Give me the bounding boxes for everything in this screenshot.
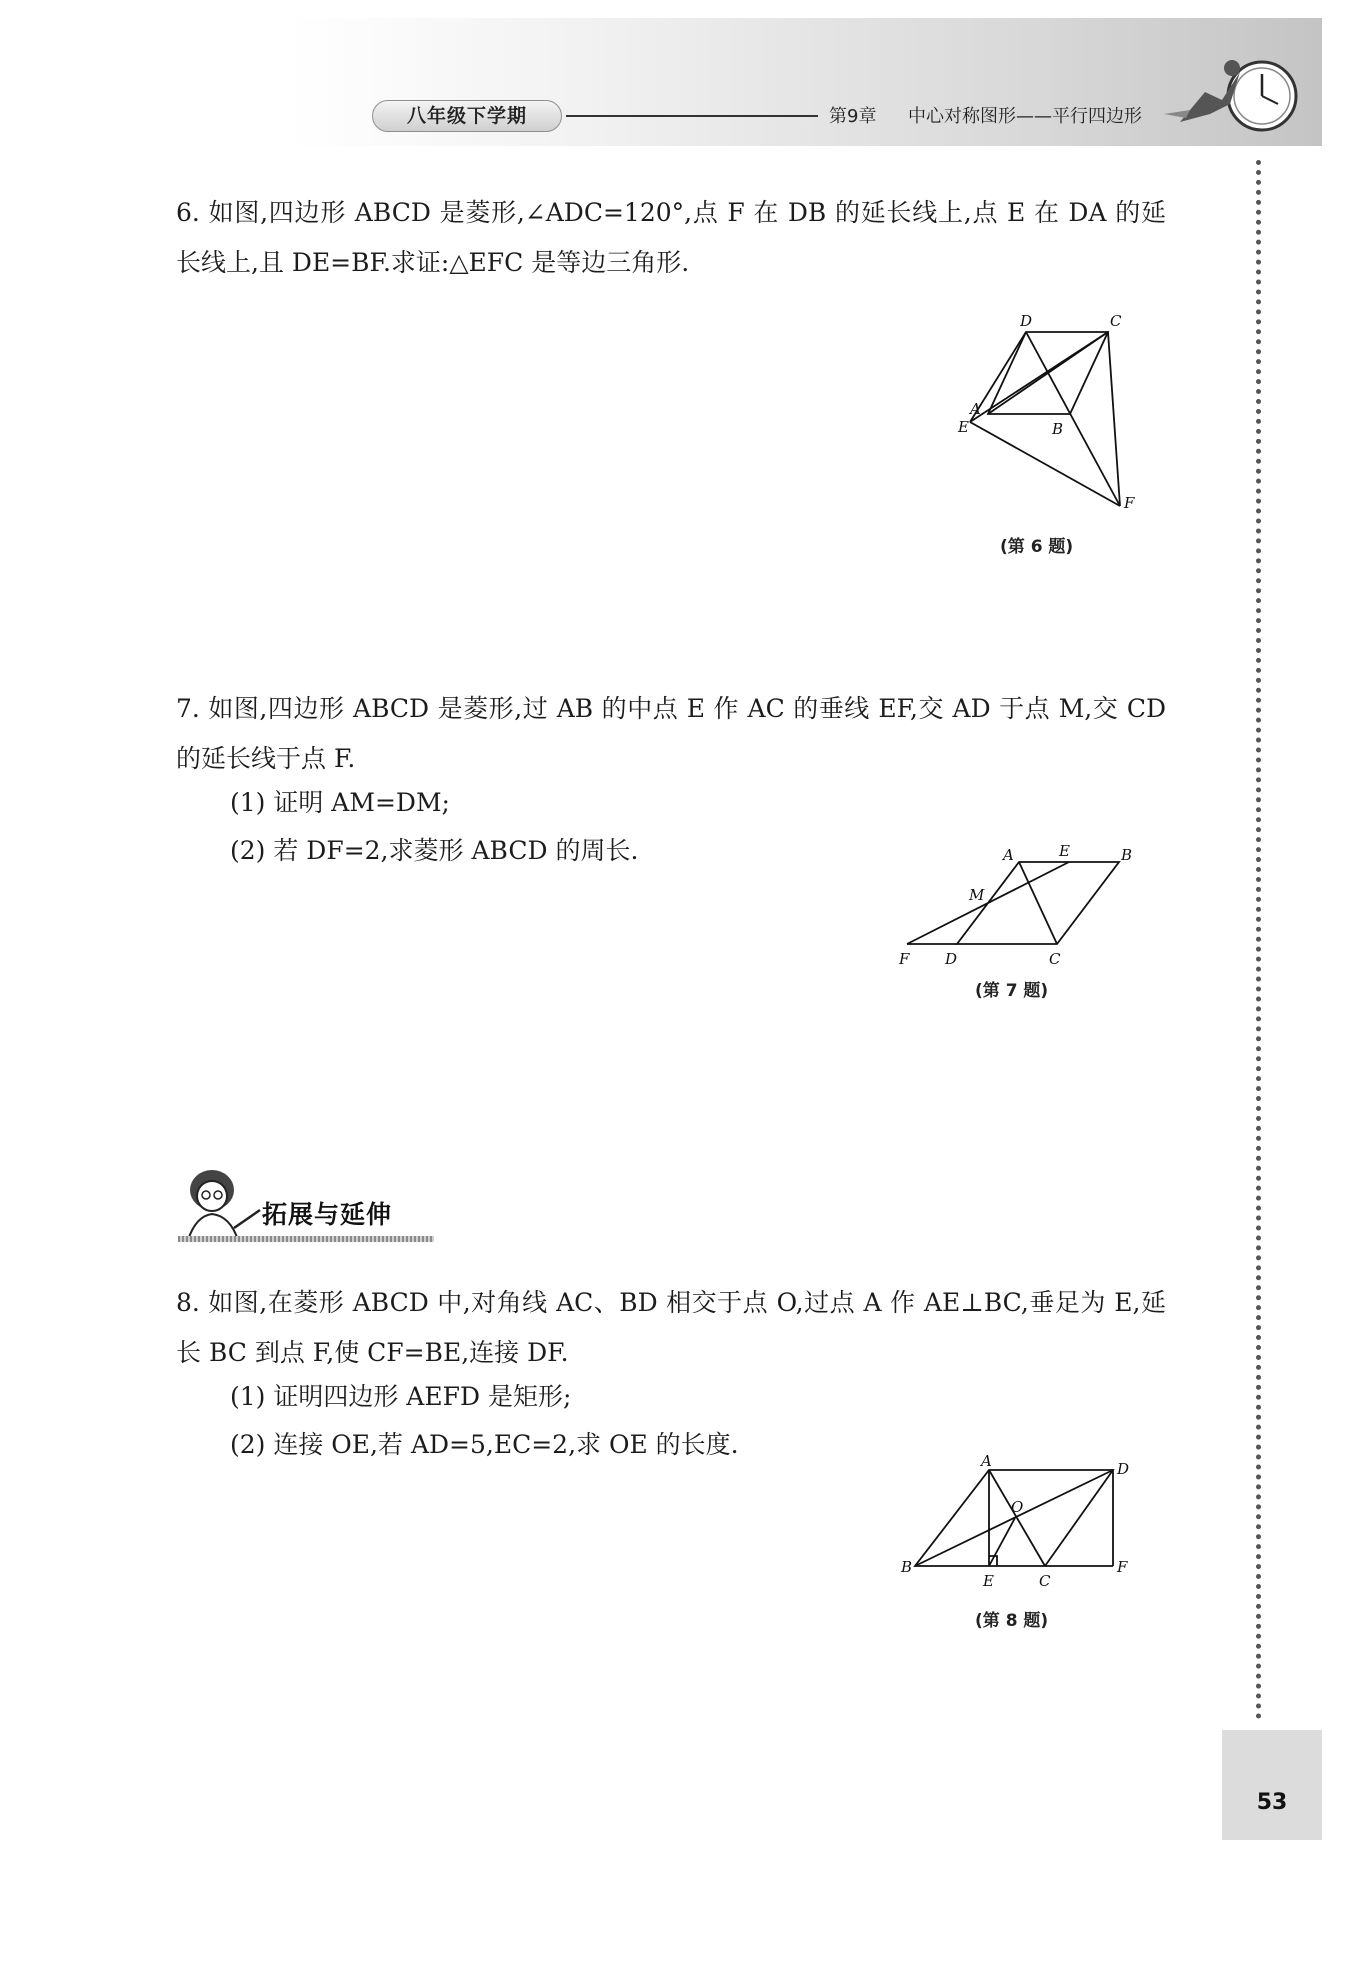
label-b: B [1052,420,1064,438]
figure-8 [895,1452,1155,1600]
figure-8-caption: (第 8 题) [975,1611,1049,1631]
problem-7-text: 7. 如图,四边形 ABCD 是菱形,过 AB 的中点 E 作 AC 的垂线 EF,交 AD 于点 M,交 CD 的延长线于点 F. [176,694,1166,773]
figure-7 [895,842,1155,970]
problem-7-part-2: (2) 若 DF=2,求菱形 ABCD 的周长. [230,836,639,865]
figure-6-caption: (第 6 题) [1000,537,1074,557]
label-d: D [1020,312,1033,330]
label-a: A [981,1452,992,1470]
section-title: 拓展与延伸 [262,1200,393,1229]
label-o: O [1011,1498,1024,1516]
page-number-tab [1222,1730,1322,1840]
label-e: E [1059,842,1070,860]
label-f: F [1124,494,1135,512]
label-c: C [1039,1572,1051,1590]
dotted-margin-rail [1256,160,1261,1720]
label-a: A [970,400,981,418]
label-b: B [1121,846,1133,864]
problem-8-text: 8. 如图,在菱形 ABCD 中,对角线 AC、BD 相交于点 O,过点 A 作 AE⊥BC,垂足为 E,延长 BC 到点 F,使 CF=BE,连接 DF. [176,1288,1166,1367]
label-c: C [1110,312,1122,330]
label-c: C [1049,950,1061,968]
label-b: B [901,1558,913,1576]
label-e: E [958,418,969,436]
figure-7-caption: (第 7 题) [975,981,1049,1001]
grade-label: 八年级下学期 [372,100,562,132]
label-a: A [1003,846,1014,864]
label-f: F [1117,1558,1128,1576]
label-m: M [969,886,985,904]
section-rule [178,1236,434,1242]
problem-8-part-1: (1) 证明四边形 AEFD 是矩形; [230,1382,572,1411]
problem-7-part-1: (1) 证明 AM=DM; [230,788,450,817]
label-f: F [899,950,910,968]
problem-6-text: 6. 如图,四边形 ABCD 是菱形,∠ADC=120°,点 F 在 DB 的延长线上,点 E 在 DA 的延长线上,且 DE=BF.求证:△EFC 是等边三角形. [176,198,1166,277]
figure-6 [950,312,1150,524]
problem-8-part-2: (2) 连接 OE,若 AD=5,EC=2,求 OE 的长度. [230,1430,739,1459]
label-e: E [983,1572,994,1590]
page-number: 53 [1256,1790,1288,1815]
header-rule [566,115,818,117]
label-d: D [945,950,958,968]
runner-clock-logo [1160,52,1310,142]
chapter-title: 中心对称图形——平行四边形 [908,106,1142,127]
label-d: D [1117,1460,1130,1478]
chapter-number: 第9章 [829,106,877,127]
